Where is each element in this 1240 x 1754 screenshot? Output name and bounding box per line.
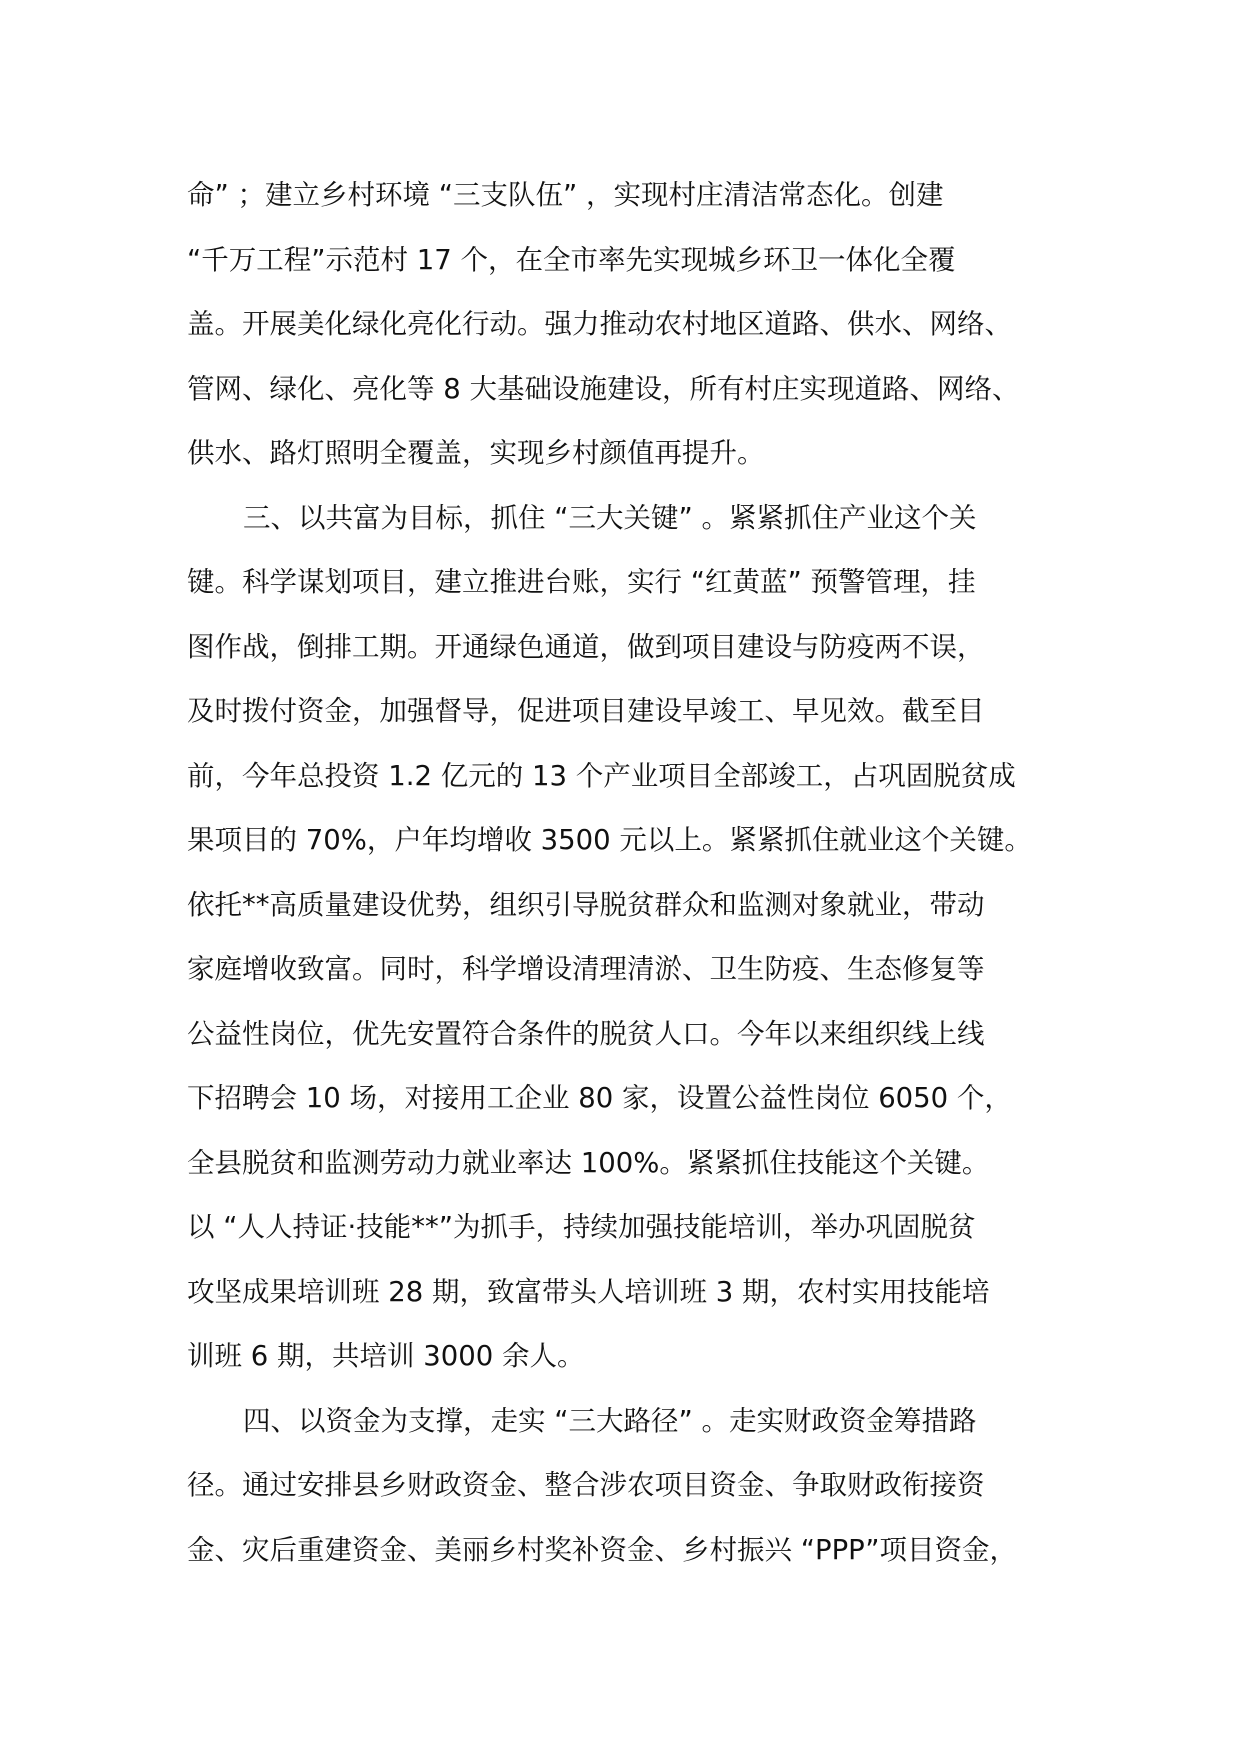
text-line-14: 公益性岗位，优先安置符合条件的脱贫人口。今年以来组织线上线 bbox=[187, 1017, 985, 1050]
text-line-7: 键。科学谋划项目，建立推进台账，实行 “红黄蓝” 预警管理，挂 bbox=[187, 566, 976, 598]
text-line-8: 图作战，倒排工期。开通绿色通道，做到项目建设与防疫两不误， bbox=[187, 630, 985, 663]
text-line-16: 全县脱贫和监测劳动力就业率达 100%。紧紧抓住技能这个关键。 bbox=[187, 1146, 990, 1179]
text-line-3: 盖。开展美化绿化亮化行动。强力推动农村地区道路、供水、网络、 bbox=[187, 308, 1012, 340]
section-heading-three: 三、以共富为目标，抓住 “三大关键” 。紧紧抓住产业这个关 bbox=[243, 501, 977, 534]
text-line-18: 攻坚成果培训班 28 期，致富带头人培训班 3 期，农村实用技能培 bbox=[187, 1275, 990, 1308]
text-line-10: 前，今年总投资 1.2 亿元的 13 个产业项目全部竣工，占巩固脱贫成 bbox=[187, 759, 1016, 792]
text-line-5: 供水、路灯照明全覆盖，实现乡村颜值再提升。 bbox=[187, 437, 765, 469]
text-line-13: 家庭增收致富。同时，科学增设清理清淤、卫生防疫、生态修复等 bbox=[187, 953, 985, 985]
text-line-21: 径。通过安排县乡财政资金、整合涉农项目资金、争取财政衔接资 bbox=[187, 1469, 985, 1501]
body-text bbox=[187, 163, 1067, 1582]
text-line-12: 依托**高质量建设优势，组织引导脱贫群众和监测对象就业，带动 bbox=[187, 888, 985, 921]
text-line-4: 管网、绿化、亮化等 8 大基础设施建设，所有村庄实现道路、网络、 bbox=[187, 372, 1020, 405]
text-line-17: 以 “人人持证·技能**”为抓手，持续加强技能培训，举办巩固脱贫 bbox=[187, 1211, 976, 1243]
text-line-11: 果项目的 70%，户年均增收 3500 元以上。紧紧抓住就业这个关键。 bbox=[187, 824, 1032, 856]
text-line-2: “千万工程”示范村 17 个，在全市率先实现城乡环卫一体化全覆 bbox=[187, 243, 956, 276]
text-line-19: 训班 6 期，共培训 3000 余人。 bbox=[187, 1340, 585, 1372]
text-line-9: 及时拨付资金，加强督导，促进项目建设早竣工、早见效。截至目 bbox=[187, 695, 985, 727]
text-line-15: 下招聘会 10 场，对接用工企业 80 家，设置公益性岗位 6050 个， bbox=[187, 1082, 1012, 1114]
section-heading-four: 四、以资金为支撑，走实 “三大路径” 。走实财政资金筹措路 bbox=[243, 1404, 977, 1437]
text-line-1: 命” ；建立乡村环境 “三支队伍” ，实现村庄清洁常态化。创建 bbox=[187, 179, 944, 211]
text-line-22: 金、灾后重建资金、美丽乡村奖补资金、乡村振兴 “PPP”项目资金， bbox=[187, 1533, 1017, 1566]
